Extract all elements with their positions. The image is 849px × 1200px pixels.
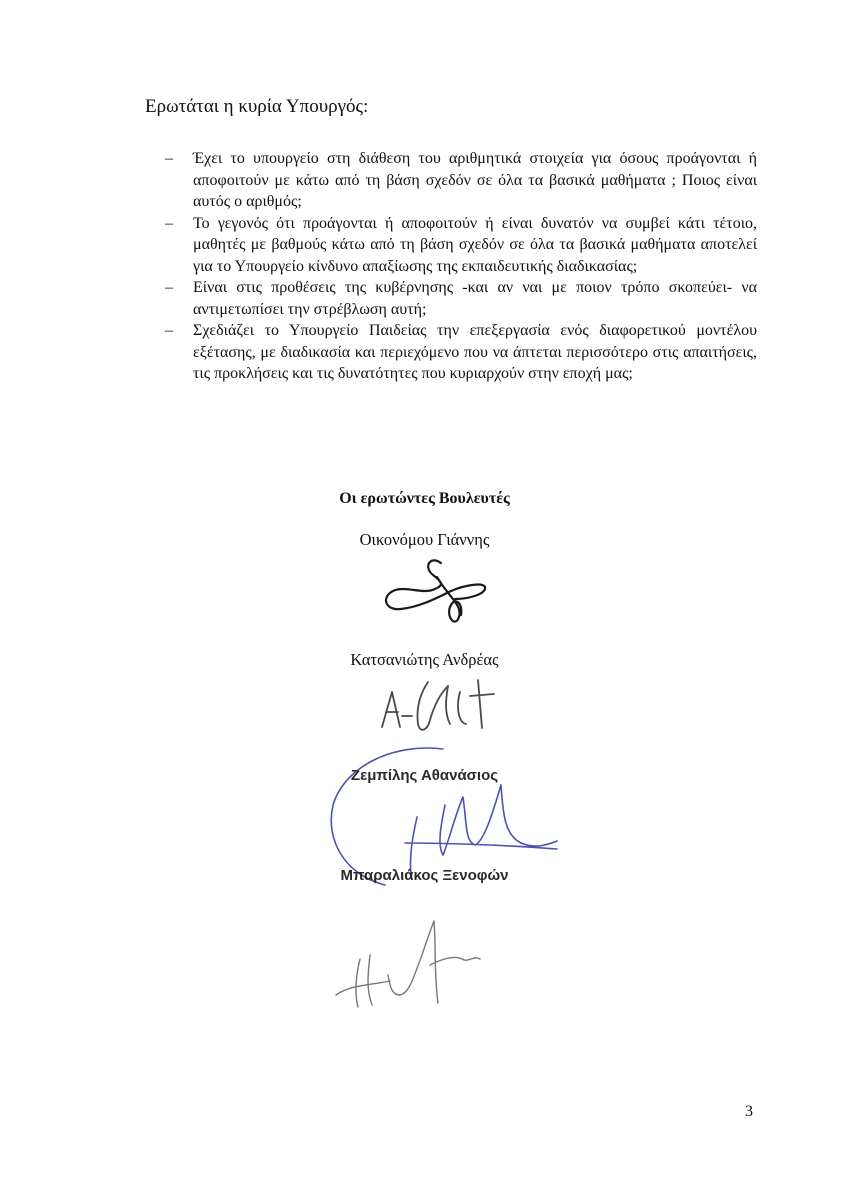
question-item [165, 277, 757, 320]
list-bullet: – [165, 322, 173, 339]
signatory-name-3: Ζεμπίλης Αθανάσιος [350, 767, 499, 784]
question-item [165, 213, 757, 278]
question-text: Σχεδιάζει το Υπουργείο Παιδείας την επεξεργασία ενός διαφορετικού μοντέλου εξέτασης, με διαδικασία και περιεχόμενο που να άπτεται περισσότερο στις απαιτήσεις, τις προκλήσεις και τις δυνατότητες που κυριαρχούν στην εποχή μας; [193, 322, 757, 382]
question-text: Έχει το υπουργείο στη διάθεση του αριθμητικά στοιχεία για όσους προάγονται ή αποφοιτούν με κάτω από τη βάση σχεδόν σε όλα τα βασικά μαθήματα ; Ποιος είναι αυτός ο αριθμός; [193, 150, 757, 210]
signature-2 [370, 672, 520, 742]
question-item [165, 148, 757, 213]
list-bullet: – [165, 150, 173, 167]
signatory-name-4: Μπαραλιάκος Ξενοφών [340, 867, 509, 884]
signature-1 [375, 555, 495, 635]
list-bullet: – [165, 279, 173, 296]
signature-4 [330, 915, 490, 1015]
question-text: Είναι στις προθέσεις της κυβέρνησης -και αν ναι με ποιον τρόπο σκοπεύει- να αντιμετωπίσει την στρέβλωση αυτή; [193, 279, 757, 318]
page-number: 3 [745, 1103, 753, 1120]
intro-text: Ερωτάται η κυρία Υπουργός: [145, 96, 369, 117]
signatory-name-2: Κατσανιώτης Ανδρέας [350, 650, 499, 669]
list-bullet: – [165, 214, 173, 232]
signatures-heading: Οι ερωτώντες Βουλευτές [339, 490, 510, 507]
question-text: Το γεγονός ότι προάγονται ή αποφοιτούν ή είναι δυνατόν να συμβεί κάτι τέτοιο, μαθητές με βαθμούς κάτω από τη βάση σχεδόν σε όλα τα βασικά μαθήματα αποτελεί για το Υπουργείο κίνδυνο απαξίωσης της εκπαιδευτικής διαδικασίας; [193, 214, 757, 275]
question-list [165, 148, 757, 385]
question-item [165, 320, 757, 385]
signatory-name-1: Οικονόμου Γιάννης [359, 530, 490, 549]
